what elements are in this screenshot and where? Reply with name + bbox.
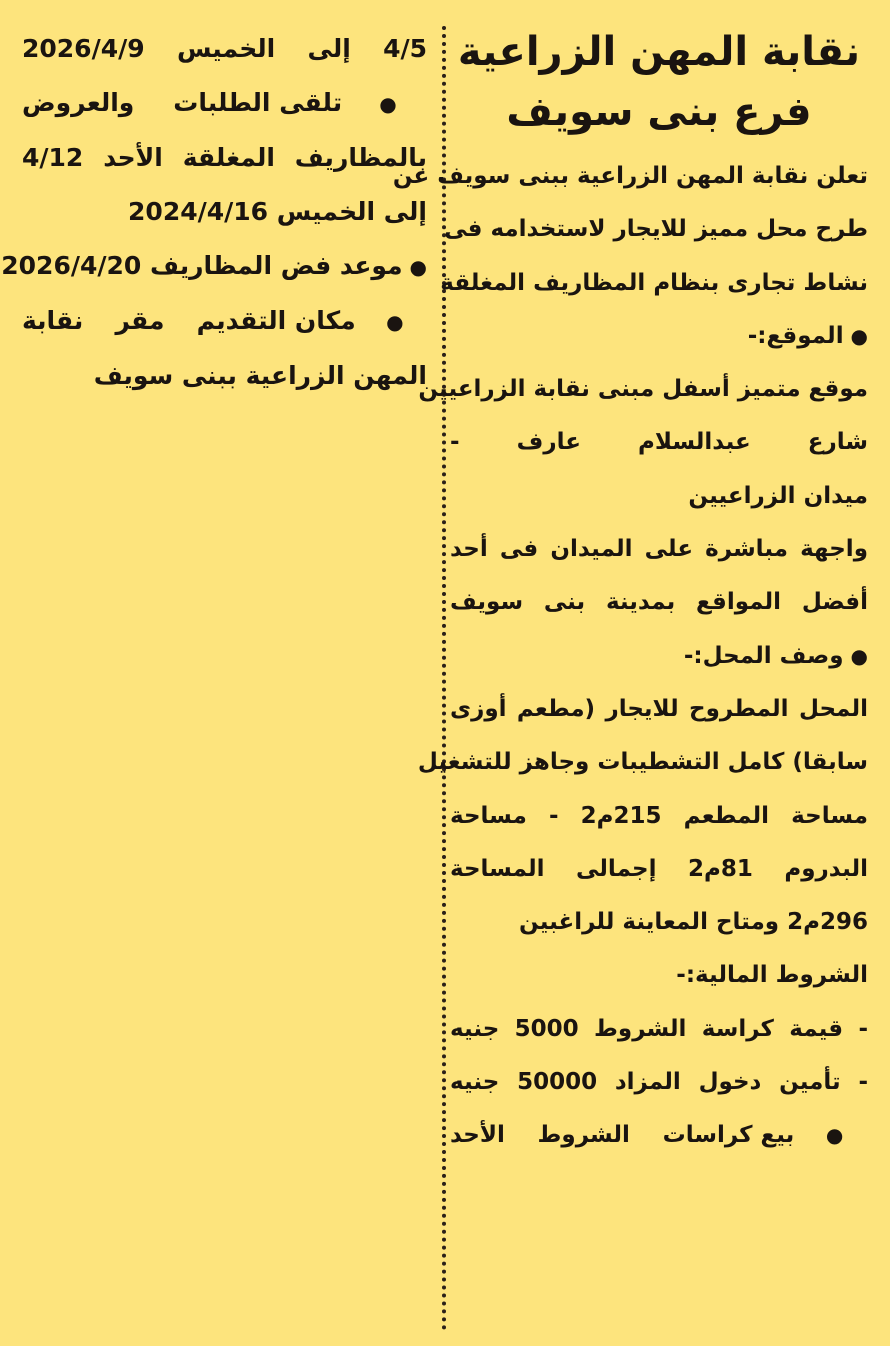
body-line: إلى الخميس 2024/4/16 bbox=[128, 197, 427, 226]
body-line: ميدان الزراعيين bbox=[688, 482, 868, 509]
body-line: مساحة المطعم 215م2 - مساحة bbox=[450, 802, 868, 829]
body-line: نشاط تجارى بنظام المظاريف المغلقة bbox=[440, 269, 868, 296]
body-line: تعلن نقابة المهن الزراعية ببنى سويف عن bbox=[392, 163, 868, 189]
body-line: البدروم 81م2 إجمالى المساحة bbox=[450, 855, 868, 882]
body-line: طرح محل مميز للايجار لاستخدامه فى bbox=[444, 216, 868, 243]
title-line-1: نقابة المهن الزراعية bbox=[457, 29, 861, 75]
title-line-2: فرع بنى سويف bbox=[506, 89, 812, 135]
body-line: المهن الزراعية ببنى سويف bbox=[93, 361, 427, 390]
body-line: موقع متميز أسفل مبنى نقابة الزراعيين bbox=[418, 376, 868, 403]
body-line: أفضل المواقع بمدينة بنى سويف bbox=[450, 589, 868, 616]
body-line: سابقا) كامل التشطيبات وجاهز للتشغيل bbox=[417, 749, 868, 776]
section-heading-location: ● الموقع:- bbox=[450, 310, 868, 363]
body-line: المحل المطروح للايجار (مطعم أوزى bbox=[450, 695, 868, 722]
left-column bbox=[1, 22, 427, 403]
body-line: 4/5 إلى الخميس 2026/4/9 bbox=[22, 34, 427, 63]
body-line: 296م2 ومتاح المعاينة للراغبين bbox=[519, 909, 868, 936]
announcement-title bbox=[450, 22, 868, 142]
body-line: ● بيع كراسات الشروط الأحد bbox=[450, 1109, 868, 1162]
body-line: واجهة مباشرة على الميدان فى أحد bbox=[450, 536, 868, 563]
section-heading-description: ● وصف المحل:- bbox=[450, 630, 868, 683]
body-line: شارع عبدالسلام عارف - bbox=[450, 429, 868, 456]
body-line: - قيمة كراسة الشروط 5000 جنيه bbox=[450, 1015, 868, 1042]
section-heading-financial: الشروط المالية:- bbox=[676, 962, 868, 989]
body-line: ● تلقى الطلبات والعروض bbox=[22, 76, 427, 131]
body-line: - تأمين دخول المزاد 50000 جنيه bbox=[450, 1069, 868, 1096]
body-line: بالمظاريف المغلقة الأحد 4/12 bbox=[22, 143, 427, 172]
body-line: ● موعد فض المظاريف 2026/4/20 bbox=[22, 239, 427, 294]
right-column bbox=[392, 22, 868, 1163]
body-line: ● مكان التقديم مقر نقابة bbox=[22, 294, 427, 349]
